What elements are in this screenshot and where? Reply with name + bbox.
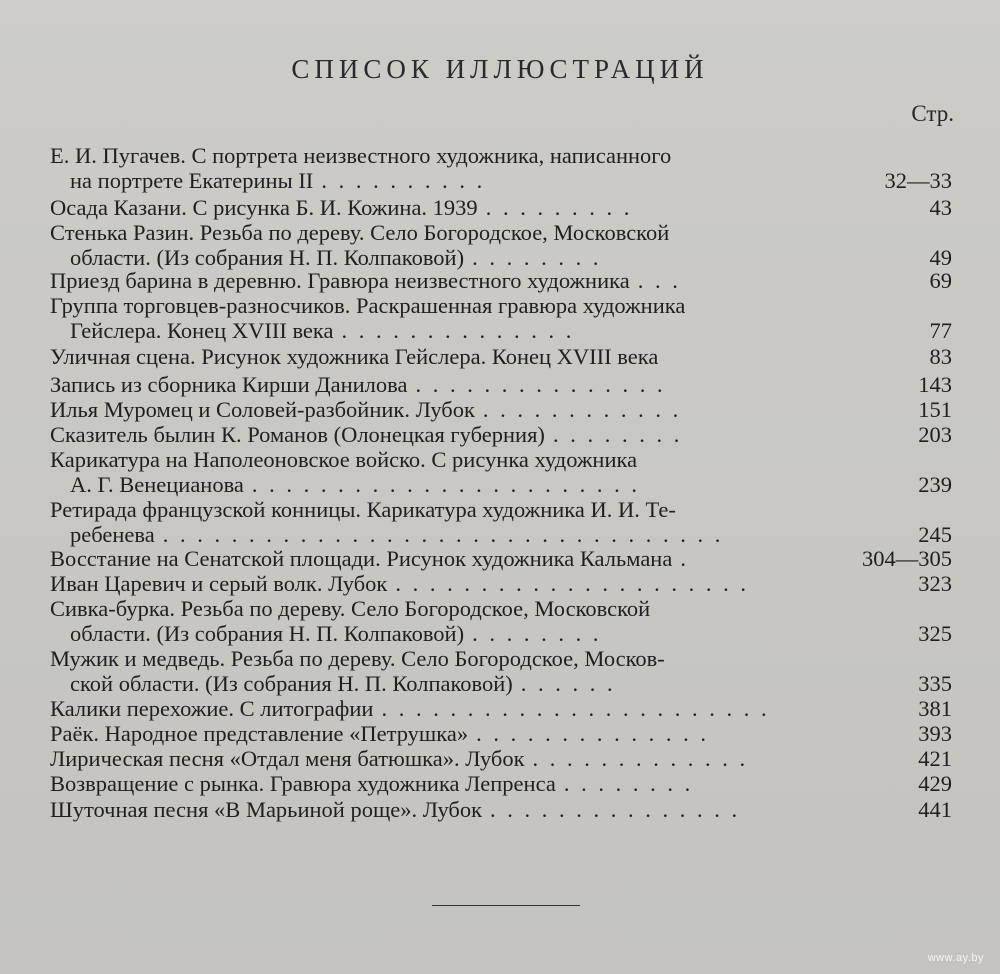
entry-text: Возвращение с рынка. Гравюра художника Лепренса . . . . . . . . bbox=[50, 771, 694, 796]
entry-text: на портрете Екатерины II . . . . . . . . . . bbox=[70, 168, 486, 193]
entry-text: Лирическая песня «Отдал меня батюшка». Лубок . . . . . . . . . . . . . bbox=[50, 746, 749, 771]
list-item bbox=[50, 771, 980, 796]
entry-text: Раёк. Народное представление «Петрушка» . . . . . . . . . . . . . . bbox=[50, 721, 709, 746]
list-item bbox=[50, 143, 980, 193]
list-item bbox=[50, 721, 980, 746]
leader-dots: . . . . . . . . . . . . bbox=[482, 397, 682, 422]
list-item bbox=[50, 372, 980, 397]
entry-text: Е. И. Пугачев. С портрета неизвестного художника, написанного bbox=[50, 143, 672, 168]
entry-line bbox=[50, 596, 980, 621]
entry-line bbox=[50, 344, 980, 369]
entry-text: А. Г. Венецианова . . . . . . . . . . . . . . . . . . . . . . . bbox=[70, 472, 641, 497]
page-column-label: Стр. bbox=[911, 101, 954, 126]
leader-dots: . . . . . . . . bbox=[563, 771, 694, 796]
page-number: 429 bbox=[918, 771, 952, 796]
page-number: 325 bbox=[918, 621, 952, 646]
entry-text: Уличная сцена. Рисунок художника Гейслера. Конец XVIII века bbox=[50, 344, 659, 369]
page-number: 245 bbox=[918, 522, 952, 547]
entry-line bbox=[50, 245, 980, 270]
entry-text: Запись из сборника Кирши Данилова . . . . . . . . . . . . . . . bbox=[50, 372, 666, 397]
entry-line bbox=[50, 721, 980, 746]
page-number: 49 bbox=[929, 245, 952, 270]
entry-line bbox=[50, 220, 980, 245]
page-number: 421 bbox=[918, 746, 952, 771]
list-item bbox=[50, 497, 980, 547]
page-number: 381 bbox=[918, 696, 952, 721]
leader-dots: . . . . . . . . . . . . . . . . . . . . . . . bbox=[251, 472, 641, 497]
entry-text: Стенька Разин. Резьба по дереву. Село Богородское, Московской bbox=[50, 220, 670, 245]
entry-line bbox=[50, 497, 980, 522]
page-number: 69 bbox=[929, 268, 952, 293]
entry-line bbox=[50, 571, 980, 596]
entry-line bbox=[50, 771, 980, 796]
list-item bbox=[50, 646, 980, 696]
entry-text: Сказитель былин К. Романов (Олонецкая губерния) . . . . . . . . bbox=[50, 422, 683, 447]
leader-dots: . . . . . . . . . bbox=[485, 195, 633, 220]
leader-dots: . . . . . . . . . . . . . . . . . . . . . . . . . . . . . . . . . bbox=[162, 522, 724, 547]
entry-line bbox=[50, 522, 980, 547]
page-title: СПИСОК ИЛЛЮСТРАЦИЙ bbox=[291, 54, 709, 84]
entry-text: Мужик и медведь. Резьба по дереву. Село Богородское, Москов- bbox=[50, 646, 665, 671]
entry-line bbox=[50, 318, 980, 343]
page-number: 441 bbox=[918, 797, 952, 822]
leader-dots: . . . . . . . . . . . . . . . bbox=[415, 372, 666, 397]
list-item bbox=[50, 195, 980, 220]
leader-dots: . . . . . . . . bbox=[552, 422, 683, 447]
page-number: 32—33 bbox=[884, 168, 952, 193]
page-number: 151 bbox=[918, 397, 952, 422]
entry-text: Сивка-бурка. Резьба по дереву. Село Богородское, Московской bbox=[50, 596, 651, 621]
entry-text: Илья Муромец и Соловей-разбойник. Лубок . . . . . . . . . . . . bbox=[50, 397, 682, 422]
list-item bbox=[50, 596, 980, 646]
list-item bbox=[50, 268, 980, 293]
leader-dots: . . . . . . . . . . . . . . bbox=[341, 318, 575, 343]
list-item bbox=[50, 571, 980, 596]
page-number: 43 bbox=[929, 195, 952, 220]
page-number: 304—305 bbox=[862, 546, 952, 571]
page-number: 83 bbox=[929, 344, 952, 369]
entry-line bbox=[50, 696, 980, 721]
entry-text: Шуточная песня «В Марьиной роще». Лубок . . . . . . . . . . . . . . . bbox=[50, 797, 741, 822]
entry-line bbox=[50, 422, 980, 447]
leader-dots: . . . . . . . . . . . . . . bbox=[476, 721, 709, 746]
entry-line bbox=[50, 797, 980, 822]
leader-dots: . bbox=[680, 546, 689, 571]
entry-line bbox=[50, 268, 980, 293]
entry-text: Группа торговцев-разносчиков. Раскрашенная гравюра художника bbox=[50, 293, 686, 318]
list-item bbox=[50, 344, 980, 369]
leader-dots: . . . . . . . . . . . . . . . bbox=[490, 797, 741, 822]
entry-line bbox=[50, 472, 980, 497]
entry-text: области. (Из собрания Н. П. Колпаковой) . . . . . . . . bbox=[70, 621, 602, 646]
closing-rule bbox=[432, 905, 580, 906]
leader-dots: . . . . . . . . . . . . . bbox=[532, 746, 749, 771]
entry-text: ребенева . . . . . . . . . . . . . . . . . . . . . . . . . . . . . . . . . bbox=[70, 522, 724, 547]
page-number: 203 bbox=[918, 422, 952, 447]
entry-line bbox=[50, 646, 980, 671]
entry-text: Гейслера. Конец XVIII века . . . . . . . . . . . . . . bbox=[70, 318, 575, 343]
list-item bbox=[50, 447, 980, 497]
entry-line bbox=[50, 546, 980, 571]
list-item bbox=[50, 696, 980, 721]
entry-line bbox=[50, 746, 980, 771]
leader-dots: . . . . . . . . bbox=[472, 621, 602, 646]
entry-text: Приезд барина в деревню. Гравюра неизвестного художника . . . bbox=[50, 268, 681, 293]
leader-dots: . . . . . . bbox=[520, 671, 616, 696]
leader-dots: . . . . . . . . . . . . . . . . . . . . . bbox=[395, 571, 749, 596]
entry-line bbox=[50, 372, 980, 397]
list-item bbox=[50, 397, 980, 422]
page-number: 393 bbox=[918, 721, 952, 746]
entry-line bbox=[50, 168, 980, 193]
entry-line bbox=[50, 621, 980, 646]
page-number: 143 bbox=[918, 372, 952, 397]
list-item bbox=[50, 546, 980, 571]
entry-line bbox=[50, 671, 980, 696]
page-number: 77 bbox=[929, 318, 952, 343]
entry-text: Осада Казани. С рисунка Б. И. Кожина. 1939 . . . . . . . . . bbox=[50, 195, 633, 220]
entry-text: Восстание на Сенатской площади. Рисунок художника Кальмана . bbox=[50, 546, 689, 571]
entry-line bbox=[50, 143, 980, 168]
leader-dots: . . . bbox=[637, 268, 681, 293]
page-number: 323 bbox=[918, 571, 952, 596]
page-number: 239 bbox=[918, 472, 952, 497]
entry-text: области. (Из собрания Н. П. Колпаковой) . . . . . . . . bbox=[70, 245, 602, 270]
page-number: 335 bbox=[918, 671, 952, 696]
entry-line bbox=[50, 195, 980, 220]
list-item bbox=[50, 797, 980, 822]
leader-dots: . . . . . . . . bbox=[472, 245, 602, 270]
entry-text: Карикатура на Наполеоновское войско. С рисунка художника bbox=[50, 447, 638, 472]
entry-line bbox=[50, 447, 980, 472]
entry-text: Иван Царевич и серый волк. Лубок . . . . . . . . . . . . . . . . . . . . . bbox=[50, 571, 749, 596]
list-item bbox=[50, 422, 980, 447]
leader-dots: . . . . . . . . . . . . . . . . . . . . . . . bbox=[381, 696, 770, 721]
leader-dots: . . . . . . . . . . bbox=[321, 168, 486, 193]
list-item bbox=[50, 220, 980, 270]
entry-line bbox=[50, 397, 980, 422]
entry-text: Ретирада французской конницы. Карикатура художника И. И. Те- bbox=[50, 497, 676, 522]
watermark: www.ay.by bbox=[927, 952, 984, 964]
entry-text: ской области. (Из собрания Н. П. Колпаковой) . . . . . . bbox=[70, 671, 616, 696]
list-item bbox=[50, 746, 980, 771]
list-item bbox=[50, 293, 980, 343]
entry-text: Калики перехожие. С литографии . . . . . . . . . . . . . . . . . . . . . . . bbox=[50, 696, 770, 721]
entry-line bbox=[50, 293, 980, 318]
